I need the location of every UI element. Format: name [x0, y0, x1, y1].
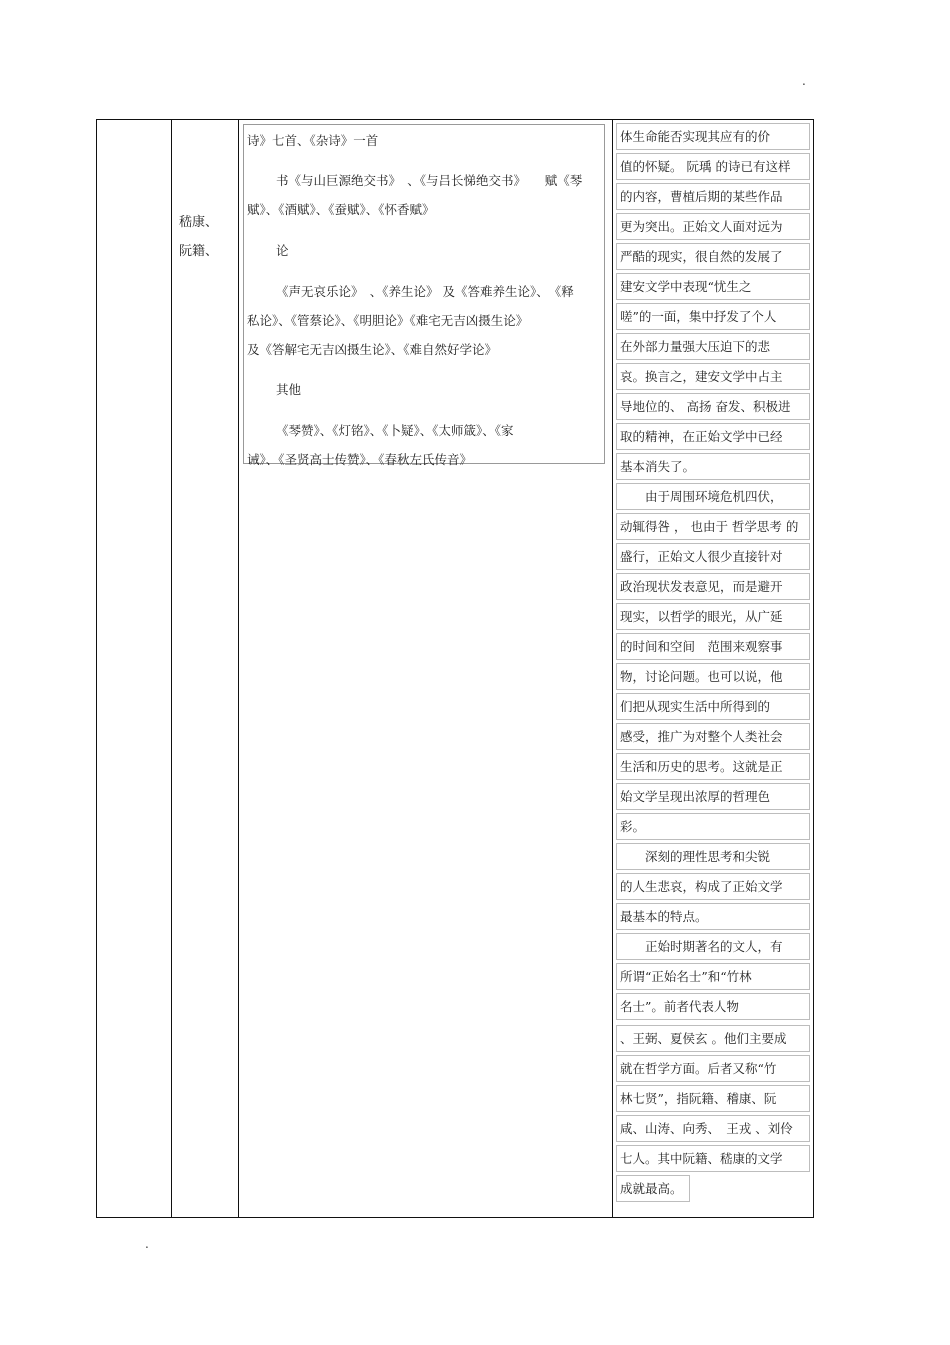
commentary-line: 最基本的特点。	[616, 903, 810, 930]
commentary-line: 动辄得咎 ， 也由于 哲学思考 的	[616, 513, 810, 540]
commentary-line: 现实，以哲学的眼光，从广延	[616, 603, 810, 630]
commentary-line: 盛行，正始文人很少直接针对	[616, 543, 810, 570]
page-marker-top: .	[802, 74, 806, 88]
works-line: 书《与山巨源绝交书》 、《与吕长悌绝交书》 赋《琴	[276, 173, 583, 188]
commentary-line: 林七贤”，指阮籍、稽康、阮	[616, 1085, 810, 1112]
commentary-line: 建安文学中表现“忧生之	[616, 273, 810, 300]
works-line: 赋》、《酒赋》、《蚕赋》、《怀香赋》	[247, 202, 435, 217]
commentary-line: 彩。	[616, 813, 810, 840]
commentary-line: 物，讨论问题。也可以说，他	[616, 663, 810, 690]
commentary-line: 感受，推广为对整个人类社会	[616, 723, 810, 750]
commentary-line: 值的怀疑。 阮瑀 的诗已有这样	[616, 153, 810, 180]
author-name: 嵇康、	[179, 215, 219, 230]
works-line: 其他	[276, 382, 302, 397]
commentary-column	[616, 123, 810, 1205]
column-divider	[238, 120, 239, 1217]
commentary-line: 成就最高。	[616, 1175, 690, 1202]
commentary-line: 的时间和空间 范围来观察事	[616, 633, 810, 660]
author-name: 阮籍、	[179, 244, 219, 259]
commentary-line: 的人生悲哀，构成了正始文学	[616, 873, 810, 900]
commentary-line: 更为突出。正始文人面对远为	[616, 213, 810, 240]
commentary-line: 咸、山涛、向秀、 王戎 、刘伶	[616, 1115, 810, 1142]
works-line: 诗》七首、《杂诗》一首	[247, 133, 379, 148]
commentary-line: 取的精神，在正始文学中已经	[616, 423, 810, 450]
commentary-line: 在外部力量强大压迫下的悲	[616, 333, 810, 360]
commentary-line: 名士”。前者代表人物	[616, 993, 810, 1020]
works-line: 论	[276, 243, 289, 258]
column-divider	[171, 120, 172, 1217]
commentary-line: 由于周围环境危机四伏，	[616, 483, 810, 510]
commentary-line: 哀。换言之，建安文学中占主	[616, 363, 810, 390]
works-line: 《琴赞》、《灯铭》、《卜疑》、《太师箴》、《家	[276, 423, 514, 438]
author-cell	[179, 208, 218, 266]
commentary-line: 、王弼、夏侯玄 。他们主要成	[616, 1025, 810, 1052]
commentary-line: 体生命能否实现其应有的价	[616, 123, 810, 150]
commentary-line: 所谓“正始名士”和“竹林	[616, 963, 810, 990]
works-line: 私论》、《管蔡论》、《明胆论》《难宅无吉凶摄生论》	[247, 313, 529, 328]
page-marker-bottom: .	[145, 1237, 149, 1251]
commentary-line: 就在哲学方面。后者又称“竹	[616, 1055, 810, 1082]
commentary-line: 导地位的、 高扬 奋发、积极进	[616, 393, 810, 420]
commentary-line: 嗟”的一面，集中抒发了个人	[616, 303, 810, 330]
works-line: 诫》、《圣贤高士传赞》、《春秋左氏传音》	[247, 452, 473, 467]
works-list	[243, 124, 605, 467]
commentary-line: 严酷的现实，很自然的发展了	[616, 243, 810, 270]
commentary-line: 深刻的理性思考和尖锐	[616, 843, 810, 870]
works-line: 及《答解宅无吉凶摄生论》、《难自然好学论》	[247, 342, 498, 357]
commentary-line: 正始时期著名的文人，有	[616, 933, 810, 960]
commentary-line: 们把从现实生活中所得到的	[616, 693, 810, 720]
commentary-line: 的内容，曹植后期的某些作品	[616, 183, 810, 210]
works-line: 《声无哀乐论》 、《养生论》 及《答难养生论》、 《释	[276, 284, 574, 299]
literature-table	[96, 119, 814, 1218]
commentary-line: 基本消失了。	[616, 453, 810, 480]
commentary-line: 政治现状发表意见，而是避开	[616, 573, 810, 600]
commentary-line: 生活和历史的思考。这就是正	[616, 753, 810, 780]
commentary-line: 七人。其中阮籍、嵇康的文学	[616, 1145, 810, 1172]
column-divider	[612, 120, 613, 1217]
commentary-line: 始文学呈现出浓厚的哲理色	[616, 783, 810, 810]
